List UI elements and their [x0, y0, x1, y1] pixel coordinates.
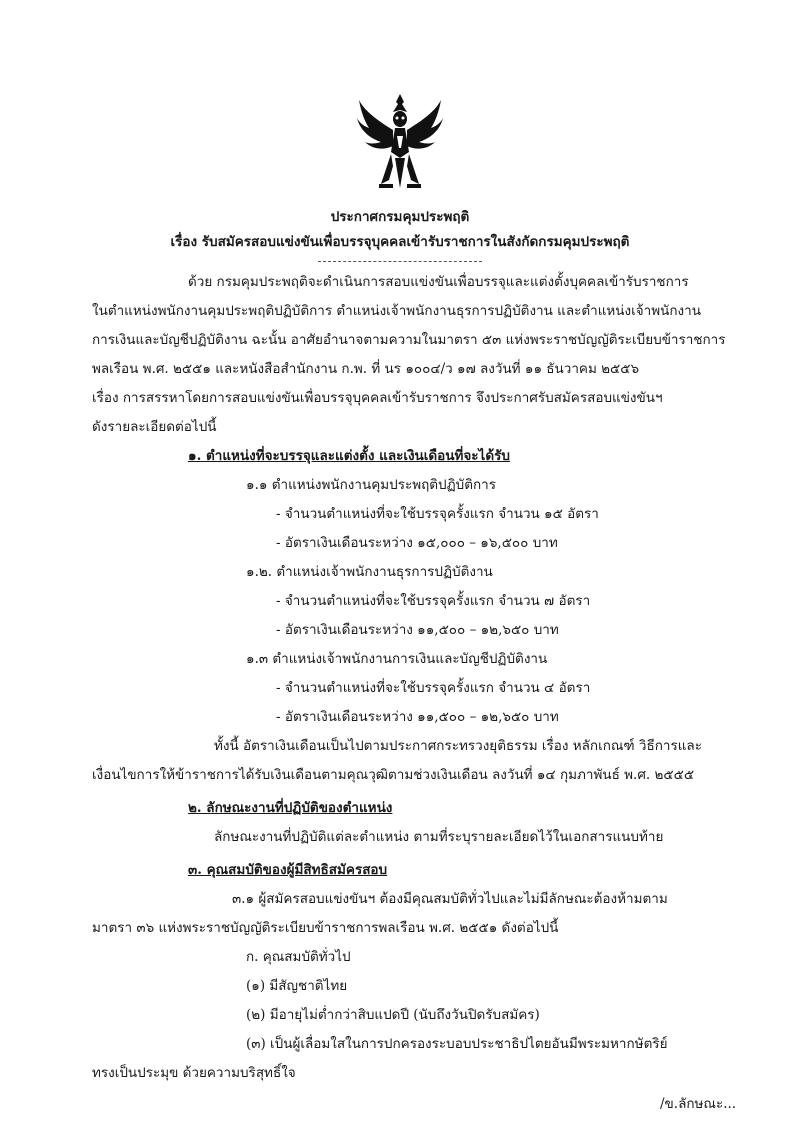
position-3-title: ๑.๓ ตำแหน่งเจ้าพนักงานการเงินและบัญชีปฏิบัติงาน	[246, 651, 548, 667]
position-3-salary: - อัตราเงินเดือนระหว่าง ๑๑,๕๐๐ – ๑๒,๖๕๐ บาท	[276, 709, 559, 725]
qualification-item-3-line-1: (๓) เป็นผู้เลื่อมใสในการปกครองระบอบประชาธิปไตยอันมีพระมหากษัตริย์	[246, 1036, 668, 1052]
position-1-count: - จำนวนตำแหน่งที่จะใช้บรรจุครั้งแรก จำนวน ๑๕ อัตรา	[276, 506, 599, 522]
section3-heading: ๓. คุณสมบัติของผู้มีสิทธิสมัครสอบ	[188, 862, 388, 878]
intro-line-5: เรื่อง การสรรหาโดยการสอบแข่งขันเพื่อบรรจุบุคคลเข้ารับราชการ จึงประกาศรับสมัครสอบแข่งขันฯ	[92, 390, 663, 406]
announcement-title: ประกาศกรมคุมประพฤติ	[330, 209, 470, 225]
section3-para-line-1: ๓.๑ ผู้สมัครสอบแข่งขันฯ ต้องมีคุณสมบัติทั่วไปและไม่มีลักษณะต้องห้ามตาม	[232, 891, 668, 907]
qualification-item-1: (๑) มีสัญชาติไทย	[246, 978, 348, 994]
position-3-count: - จำนวนตำแหน่งที่จะใช้บรรจุครั้งแรก จำนวน ๔ อัตรา	[276, 680, 591, 696]
salary-note-line-2: เงื่อนไขการให้ข้าราชการได้รับเงินเดือนตามคุณวุฒิตามช่วงเงินเดือน ลงวันที่ ๑๔ กุมภาพันธ์ พ.ศ. ๒๕๕๕	[92, 767, 695, 783]
section2-heading: ๒. ลักษณะงานที่ปฏิบัติของตำแหน่ง	[188, 800, 393, 816]
intro-line-4: พลเรือน พ.ศ. ๒๕๕๑ และหนังสือสำนักงาน ก.พ. ที่ นร ๑๐๐๔/ว ๑๗ ลงวันที่ ๑๑ ธันวาคม ๒๕๕๖	[92, 361, 640, 377]
announcement-subject: เรื่อง รับสมัครสอบแข่งขันเพื่อบรรจุบุคคลเข้ารับราชการในสังกัดกรมคุมประพฤติ	[170, 234, 630, 250]
position-2-title: ๑.๒. ตำแหน่งเจ้าพนักงานธุรการปฏิบัติงาน	[246, 564, 493, 580]
section1-heading: ๑. ตำแหน่งที่จะบรรจุและแต่งตั้ง และเงินเดือนที่จะได้รับ	[188, 448, 510, 464]
intro-line-1: ด้วย กรมคุมประพฤติจะดำเนินการสอบแข่งขันเพื่อบรรจุและแต่งตั้งบุคคลเข้ารับราชการ	[188, 274, 689, 290]
intro-line-3: การเงินและบัญชีปฏิบัติงาน ฉะนั้น อาศัยอำนาจตามความในมาตรา ๕๓ แห่งพระราชบัญญัติระเบียบข้าราชการ	[92, 332, 726, 348]
section3-para-line-2: มาตรา ๓๖ แห่งพระราชบัญญัติระเบียบข้าราชการพลเรือน พ.ศ. ๒๕๕๑ ดังต่อไปนี้	[92, 920, 559, 936]
qualification-item-2: (๒) มีอายุไม่ต่ำกว่าสิบแปดปี (นับถึงวันปิดรับสมัคร)	[246, 1007, 540, 1023]
title-divider	[318, 261, 482, 262]
position-2-count: - จำนวนตำแหน่งที่จะใช้บรรจุครั้งแรก จำนวน ๗ อัตรา	[276, 593, 591, 609]
intro-line-2: ในตำแหน่งพนักงานคุมประพฤติปฏิบัติการ ตำแหน่งเจ้าพนักงานธุรการปฏิบัติงาน และตำแหน่งเจ้าพนักงาน	[92, 303, 701, 319]
general-qualifications-heading: ก. คุณสมบัติทั่วไป	[246, 949, 351, 965]
qualification-item-3-line-2: ทรงเป็นประมุข ด้วยความบริสุทธิ์ใจ	[92, 1065, 296, 1081]
salary-note-line-1: ทั้งนี้ อัตราเงินเดือนเป็นไปตามประกาศกระทรวงยุติธรรม เรื่อง หลักเกณฑ์ วิธีการและ	[214, 738, 702, 754]
page-continuation: /ข.ลักษณะ...	[660, 1096, 737, 1112]
garuda-emblem-icon	[355, 92, 445, 194]
position-2-salary: - อัตราเงินเดือนระหว่าง ๑๑,๕๐๐ – ๑๒,๖๕๐ บาท	[276, 622, 559, 638]
position-1-salary: - อัตราเงินเดือนระหว่าง ๑๕,๐๐๐ – ๑๖,๕๐๐ บาท	[276, 535, 558, 551]
position-1-title: ๑.๑ ตำแหน่งพนักงานคุมประพฤติปฏิบัติการ	[246, 477, 497, 493]
section2-text: ลักษณะงานที่ปฏิบัติแต่ละตำแหน่ง ตามที่ระบุรายละเอียดไว้ในเอกสารแนบท้าย	[214, 829, 664, 845]
intro-line-6: ดังรายละเอียดต่อไปนี้	[92, 419, 217, 435]
